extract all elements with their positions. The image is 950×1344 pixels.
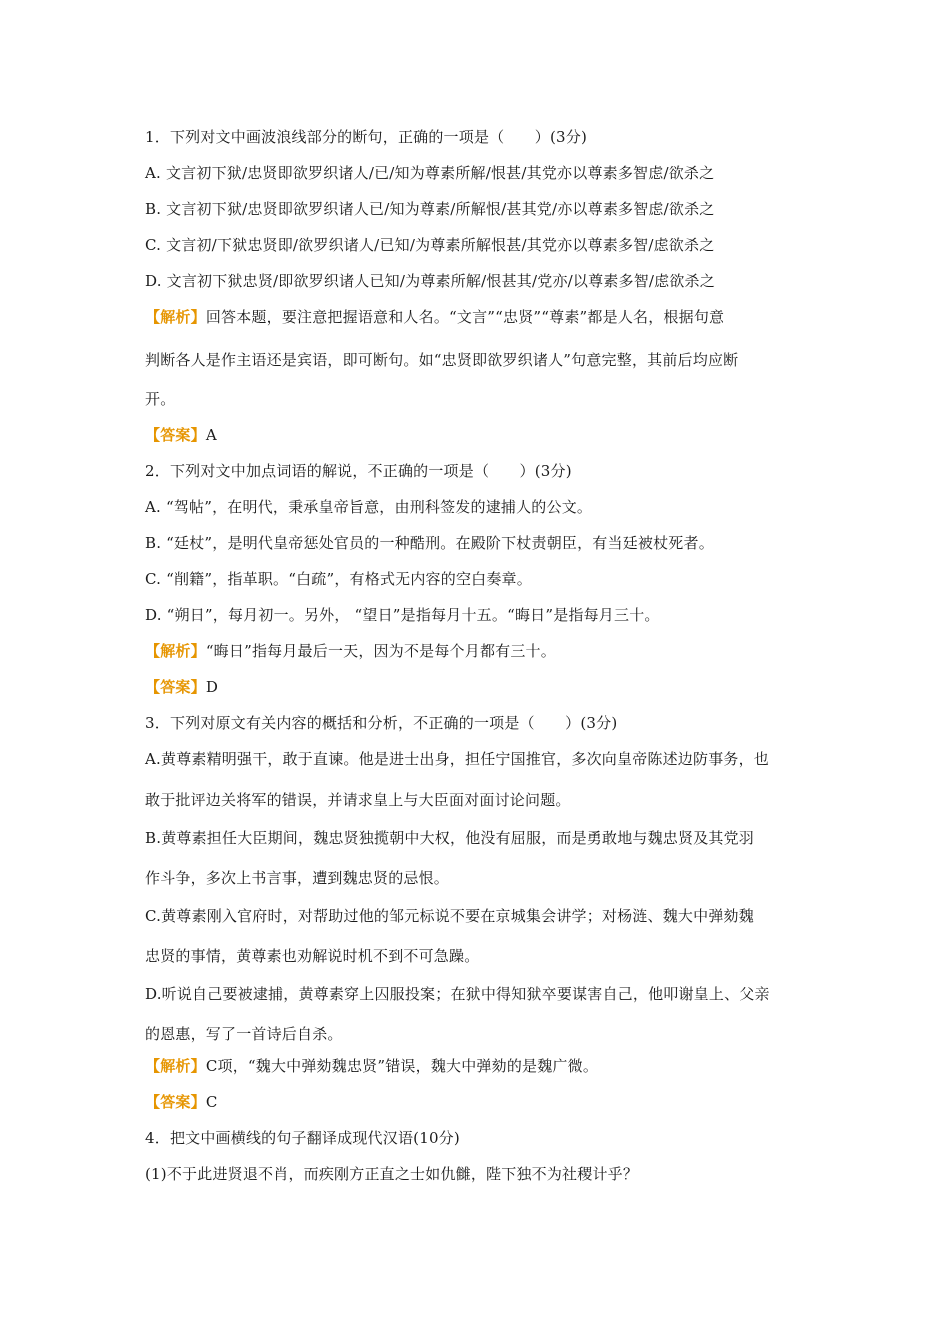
- analysis-tag: 【解析】: [145, 1057, 206, 1075]
- answer-tag: 【答案】: [145, 678, 206, 696]
- q3-option-a: A.黄尊素精明强干，敢于直谏。他是进士出身，担任宁国推官，多次向皇帝陈述边防事务，也: [145, 750, 770, 768]
- q1-option-c: C. 文言初/下狱忠贤即/欲罗织诸人/已知/为尊素所解恨甚/其党亦以尊素多智/虑欲杀之: [145, 236, 715, 254]
- q2-option-c: C. “削籍”，指革职。“白疏”，有格式无内容的空白奏章。: [145, 570, 532, 588]
- answer-tag: 【答案】: [145, 426, 206, 444]
- analysis-text: “晦日”指每月最后一天，因为不是每个月都有三十。: [205, 642, 556, 660]
- q1-option-a: A. 文言初下狱/忠贤即欲罗织诸人/已/知为尊素所解/恨甚/其党亦以尊素多智虑/欲杀之: [145, 164, 715, 182]
- q3-option-c-cont: 忠贤的事情，黄尊素也劝解说时机不到不可急躁。: [145, 947, 480, 965]
- q3-option-d-cont: 的恩惠，写了一首诗后自杀。: [145, 1025, 343, 1043]
- q1-analysis-line-2: 判断各人是作主语还是宾语，即可断句。如“忠贤即欲罗织诸人”句意完整，其前后均应断: [145, 351, 739, 369]
- q3-option-c: C.黄尊素刚入官府时，对帮助过他的邹元标说不要在京城集会讲学；对杨涟、魏大中弹劾魏: [145, 907, 754, 925]
- q1-analysis-line-3: 开。: [145, 390, 176, 408]
- q4-sub1: (1)不于此进贤退不肖，而疾刚方正直之士如仇雠，陛下独不为社稷计乎？: [145, 1165, 639, 1183]
- q1-option-b: B. 文言初下狱/忠贤即欲罗织诸人已/知为尊素/所解恨/甚其党/亦以尊素多智虑/欲杀之: [145, 200, 715, 218]
- answer-value: D: [205, 678, 219, 696]
- analysis-tag: 【解析】: [145, 308, 206, 326]
- q1-answer: [145, 425, 217, 445]
- q2-answer: [145, 677, 218, 697]
- q3-option-b: B.黄尊素担任大臣期间，魏忠贤独揽朝中大权，他没有屈服，而是勇敢地与魏忠贤及其党羽: [145, 829, 754, 847]
- analysis-text: C项，“魏大中弹劾魏忠贤”错误，魏大中弹劾的是魏广微。: [205, 1057, 599, 1075]
- q3-answer: [145, 1092, 218, 1112]
- answer-value: C: [205, 1093, 218, 1111]
- q1-analysis: [145, 307, 724, 327]
- q2-option-b: B. “廷杖”，是明代皇帝惩处官员的一种酷刑。在殿阶下杖责朝臣，有当廷被杖死者。: [145, 534, 714, 552]
- q1-option-d: D. 文言初下狱忠贤/即欲罗织诸人已知/为尊素所解/恨甚其/党亦/以尊素多智/虑欲杀之: [145, 272, 715, 290]
- q2-option-a: A. “驾帖”，在明代，秉承皇帝旨意，由刑科签发的逮捕人的公文。: [145, 498, 593, 516]
- q2-analysis: [145, 641, 556, 661]
- analysis-tag: 【解析】: [145, 642, 206, 660]
- q4-stem: 4．把文中画横线的句子翻译成现代汉语(10分): [145, 1129, 460, 1147]
- q3-analysis: [145, 1056, 598, 1076]
- q2-stem: 2．下列对文中加点词语的解说，不正确的一项是（ ）(3分): [145, 462, 572, 480]
- q3-option-b-cont: 作斗争，多次上书言事，遭到魏忠贤的忌恨。: [145, 869, 450, 887]
- q1-stem: 1．下列对文中画波浪线部分的断句，正确的一项是（ ）(3分): [145, 128, 587, 146]
- q3-option-d: D.听说自己要被逮捕，黄尊素穿上囚服投案；在狱中得知狱卒要谋害自己，他叩谢皇上、父亲: [145, 985, 770, 1003]
- q3-stem: 3．下列对原文有关内容的概括和分析，不正确的一项是（ ）(3分): [145, 714, 618, 732]
- analysis-text: 回答本题，要注意把握语意和人名。“文言”“忠贤”“尊素”都是人名，根据句意: [205, 308, 725, 326]
- answer-value: A: [205, 426, 217, 444]
- answer-tag: 【答案】: [145, 1093, 206, 1111]
- q3-option-a-cont: 敢于批评边关将军的错误，并请求皇上与大臣面对面讨论问题。: [145, 791, 571, 809]
- q2-option-d: D. “朔日”，每月初一。另外， “望日”是指每月十五。“晦日”是指每月三十。: [145, 606, 660, 624]
